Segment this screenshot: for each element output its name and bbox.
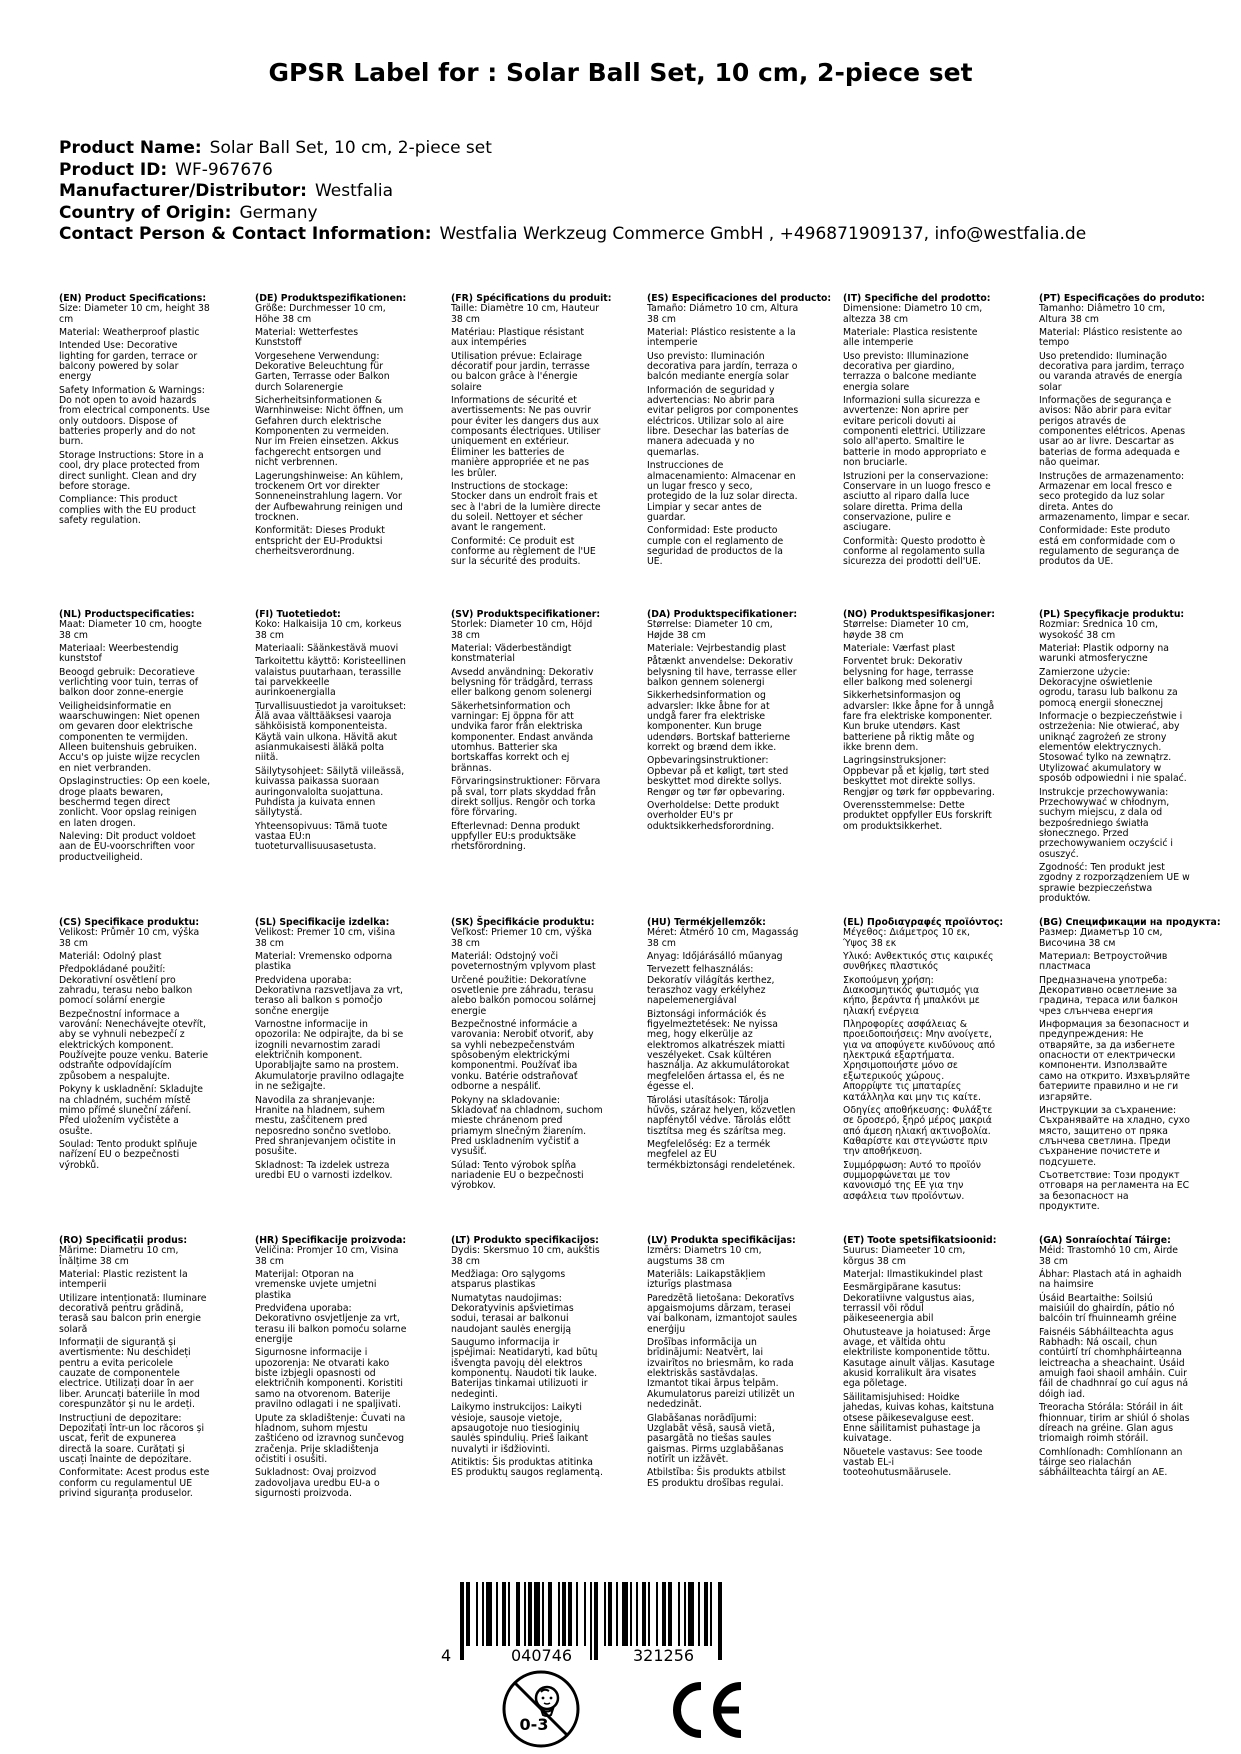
spec-paragraph: Säilitamisjuhised: Hoidke jahedas, kuivas kohas, kaitstuna otsese päikesevalguse eest. Enne säilitamist puhastage ja kuivatage. <box>843 1391 995 1445</box>
info-label: Product Name: <box>59 138 202 158</box>
barcode-bar <box>528 1582 532 1646</box>
spec-paragraph: Påtænkt anvendelse: Dekorativ belysning til have, terrasse eller balkon gennem solenergi <box>647 656 797 689</box>
spec-paragraph: Conformitate: Acest produs este conform cu regulamentul UE privind siguranța produselor. <box>59 1467 210 1499</box>
product-id-row <box>59 160 1086 182</box>
spec-block <box>1039 917 1221 1236</box>
barcode-bar <box>688 1582 694 1646</box>
spec-paragraph: Zgodność: Ten produkt jest zgodny z rozporządzeniem UE w sprawie bezpieczeństwa produktów. <box>1039 861 1190 904</box>
barcode-bar <box>508 1582 510 1646</box>
spec-paragraph: Predvidena uporaba: Dekorativna razsvetljava za vrt, teraso ali balkon s pomočjo sončne energije <box>255 974 403 1017</box>
spec-paragraph: Инструкции за съхранение: Съхранявайте на хладно, сухо място, защитено от пряка слънчева светлина. Преди съхранение почистете и подсушете. <box>1039 1104 1190 1168</box>
spec-block <box>255 918 407 1236</box>
barcode-group-1: 040746 <box>511 1646 573 1665</box>
spec-block <box>647 610 799 918</box>
spec-paragraph: Conformidade: Este produto está em conformidade com o regulamento de segurança de produtos da UE. <box>1039 525 1180 568</box>
spec-paragraph: Eesmärgipärane kasutus: Dekoratiivne valgustus aias, terrassil või rõdul päikeseenergia abil <box>843 1282 975 1325</box>
spec-paragraph: Säkerhetsinformation och varningar: Ej öppna för att undvika faror från elektriska komponenter. Endast använda utomhus. Batterier ska bortskaffas korrekt och ej brännas. <box>451 700 594 774</box>
spec-title: (BG) Спецификации на продукта: <box>1039 917 1221 928</box>
spec-paragraph: Conformidad: Este producto cumple con el reglamento de seguridad de productos de la UE. <box>647 525 784 568</box>
spec-title: (PL) Specyfikacje produktu: <box>1039 609 1185 620</box>
spec-paragraph: Ábhar: Plastach atá in aghaidh na haimsire <box>1039 1269 1182 1291</box>
spec-paragraph: Súlad: Tento výrobok spĺňa nariadenie EU o bezpečnosti výrobkov. <box>451 1159 584 1192</box>
spec-paragraph: Safety Information & Warnings: Do not open to avoid hazards from electrical components. Use only outdoors. Dispose of batteries properly and do not burn. <box>59 384 210 448</box>
barcode-bar <box>604 1582 606 1646</box>
spec-block <box>647 1236 799 1556</box>
barcode-bar <box>486 1582 492 1646</box>
barcode-bar <box>584 1582 586 1646</box>
info-label: Product ID: <box>59 159 168 180</box>
barcode-bar <box>668 1582 672 1646</box>
spec-paragraph: Taille: Diamètre 10 cm, Hauteur 38 cm <box>451 303 600 325</box>
barcode-bar <box>562 1582 566 1646</box>
spec-paragraph: Maat: Diameter 10 cm, hoogte 38 cm <box>59 619 202 641</box>
spec-row <box>59 1236 1239 1556</box>
spec-paragraph: Lagringsinstruksjoner: Oppbevar på et kjølig, tørt sted beskyttet mot direkte sollys. Rengjør og tørk før oppbevaring. <box>843 755 995 798</box>
info-value: Germany <box>239 202 318 223</box>
spec-grid <box>59 294 1239 1556</box>
spec-title: (FR) Spécifications du produit: <box>451 293 612 304</box>
spec-paragraph: Sicherheitsinformationen & Warnhinweise: Nicht öffnen, um Gefahren durch elektrische Komponenten zu vermeiden. Nur im Freien einsetzen. Akkus fachgerecht entsorgen und nicht verbrennen. <box>255 395 404 469</box>
age-label: 0-3 <box>519 1715 549 1734</box>
spec-row <box>59 918 1239 1236</box>
info-value: Westfalia <box>314 181 393 202</box>
spec-paragraph: Συμμόρφωση: Αυτό το προϊόν συμμορφώνεται με τον κανονισμό της ΕΕ για την ασφάλεια των προϊόντων. <box>843 1159 981 1202</box>
spec-paragraph: Naleving: Dit product voldoet aan de EU-voorschriften voor productveiligheid. <box>59 830 196 863</box>
spec-paragraph: Størrelse: Diameter 10 cm, Højde 38 cm <box>647 619 773 641</box>
spec-paragraph: Megfelelőség: Ez a termék megfelel az EU termékbiztonsági rendeletének. <box>647 1138 796 1171</box>
spec-block <box>843 610 995 918</box>
spec-paragraph: Tamanho: Diâmetro 10 cm, Altura 38 cm <box>1039 303 1166 325</box>
spec-paragraph: Съответствие: Този продукт отговаря на регламента на ЕС за безопасност на продуктите. <box>1039 1169 1190 1212</box>
spec-paragraph: Uso previsto: Illuminazione decorativa per giardino, terrazza o balcone mediante energia solare <box>843 350 977 393</box>
spec-title: (HR) Specifikacije proizvoda: <box>255 1235 407 1246</box>
spec-title: (DE) Produktspezifikationen: <box>255 293 407 304</box>
spec-paragraph: Lagerungshinweise: An kühlem, trockenem Ort vor direkter Sonneneinstrahlung lagern. Vor der Aufbewahrung reinigen und trocknen. <box>255 470 404 523</box>
spec-block <box>843 917 1004 1236</box>
spec-block <box>1039 293 1205 610</box>
spec-paragraph: Materiál: Odolný plast <box>59 951 162 963</box>
spec-paragraph: Materiál: Odstojný voči poveternostným vplyvom plast <box>451 951 596 973</box>
spec-paragraph: Yhteensopivuus: Tämä tuote vastaa EU:n tuoteturvallisuusasetusta. <box>255 820 388 853</box>
spec-paragraph: Materiale: Vejrbestandig plast <box>647 643 787 655</box>
spec-paragraph: Treoracha Stórála: Stóráil in áit fhionnuar, tirim ar shiúl ó sholas díreach na gréine. Glan agus triomaigh roimh stóráil. <box>1039 1402 1190 1445</box>
barcode-bar <box>576 1582 578 1646</box>
spec-paragraph: Veľkosť: Priemer 10 cm, výška 38 cm <box>451 927 592 949</box>
spec-title: (GA) Sonraíochtaí Táirge: <box>1039 1235 1171 1246</box>
spec-paragraph: Bezpečnostní informace a varování: Nenechávejte otevřít, aby se vyhnuli nebezpečí z elektrických komponent. Používejte pouze venku. Baterie odstraňte odpovídajícím způsobem a nespalujte. <box>59 1008 209 1082</box>
spec-paragraph: Material: Väderbeständigt konstmaterial <box>451 643 572 665</box>
spec-title: (LT) Produkto specifikacijos: <box>451 1235 599 1246</box>
spec-paragraph: Materiaali: Säänkestävä muovi <box>255 643 399 655</box>
spec-title: (SV) Produktspecifikationer: <box>451 609 601 620</box>
barcode-bar <box>616 1582 618 1646</box>
spec-block <box>255 610 407 918</box>
spec-paragraph: Instruções de armazenamento: Armazenar em local fresco e seco protegido da luz solar direta. Antes do armazenamento, limpar e secar. <box>1039 470 1190 523</box>
spec-paragraph: Rozmiar: Średnica 10 cm, wysokość 38 cm <box>1039 619 1158 641</box>
spec-block <box>451 610 603 918</box>
barcode-bar <box>698 1582 700 1646</box>
barcode-bar <box>516 1582 520 1646</box>
info-value: WF-967676 <box>175 159 273 180</box>
spec-paragraph: Размер: Диаметър 10 см, Височина 38 см <box>1039 927 1163 949</box>
spec-paragraph: Comhlíonadh: Comhlíonann an táirge seo rialachán sábháilteachta táirgí an AE. <box>1039 1446 1183 1479</box>
spec-paragraph: Istruzioni per la conservazione: Conservare in un luogo fresco e asciutto al riparo dalla luce solare diretta. Prima della conservazione, pulire e asciugare. <box>843 470 991 534</box>
spec-paragraph: Compliance: This product complies with the EU product safety regulation. <box>59 494 196 526</box>
spec-paragraph: Avsedd användning: Dekorativ belysning för trädgård, terrass eller balkong genom solenergi <box>451 666 594 699</box>
spec-paragraph: Материал: Ветроустойчив пластмаса <box>1039 951 1168 973</box>
barcode-bar <box>656 1582 658 1646</box>
country-row <box>59 203 1086 225</box>
spec-title: (FI) Tuotetiedot: <box>255 609 341 620</box>
spec-title: (ET) Toote spetsifikatsioonid: <box>843 1235 997 1246</box>
spec-paragraph: Materiaal: Weerbestendig kunststof <box>59 643 179 665</box>
info-label: Country of Origin: <box>59 202 232 223</box>
spec-paragraph: Soulad: Tento produkt splňuje nařízení EU o bezpečnosti výrobků. <box>59 1138 198 1171</box>
spec-paragraph: Instructions de stockage: Stocker dans un endroit frais et sec à l'abri de la lumière directe du soleil. Nettoyer et sécher avant le rangement. <box>451 480 601 534</box>
spec-block <box>647 918 799 1236</box>
spec-paragraph: Bezpečnostné informácie a varovania: Nerobiť otvoriť, aby sa vyhli nebezpečenstvám spôsobeným elektrickými komponentmi. Používať iba vonku. Batérie odstraňovať odborne a nespáliť. <box>451 1019 594 1093</box>
spec-paragraph: Izmērs: Diametrs 10 cm, augstums 38 cm <box>647 1245 762 1267</box>
barcode-bar <box>710 1582 712 1646</box>
spec-paragraph: Intended Use: Decorative lighting for garden, terrace or balcony powered by solar energy <box>59 340 198 383</box>
spec-paragraph: Úsáid Beartaithe: Soilsiú maisiúil do ghairdín, pátio nó balcóin trí fhuinneamh gréine <box>1039 1292 1177 1325</box>
spec-paragraph: Materjal: Ilmastikukindel plast <box>843 1269 983 1281</box>
ce-mark-icon <box>667 1678 745 1742</box>
spec-paragraph: Opslaginstructies: Op een koele, droge plaats bewaren, beschermd tegen direct zonlicht. Voor opslag reinigen en laten drogen. <box>59 776 211 829</box>
info-value: Solar Ball Set, 10 cm, 2-piece set <box>209 138 492 158</box>
spec-title: (HU) Termékjellemzők: <box>647 917 766 928</box>
spec-paragraph: Materiāls: Laikapstākļiem izturīgs plastmasa <box>647 1269 766 1291</box>
barcode-digit-left: 4 <box>441 1646 452 1665</box>
barcode-bar <box>718 1582 722 1660</box>
manufacturer-row <box>59 181 1086 203</box>
spec-paragraph: Mărime: Diametru 10 cm, Înălțime 38 cm <box>59 1245 179 1267</box>
spec-paragraph: Forventet bruk: Dekorativ belysning for hage, terrasse eller balkong med solenergi <box>843 656 974 689</box>
contact-row <box>59 224 1086 246</box>
barcode-bar <box>502 1582 506 1646</box>
spec-paragraph: Suurus: Diameeter 10 cm, kõrgus 38 cm <box>843 1245 966 1267</box>
spec-paragraph: Größe: Durchmesser 10 cm, Höhe 38 cm <box>255 303 386 325</box>
spec-paragraph: Sigurnosne informacije i upozorenja: Ne otvarati kako biste izbjegli opasnosti od električnih komponenti. Koristiti samo na otvorenom. Baterije pravilno odlagati i ne spaljivati. <box>255 1347 403 1411</box>
barcode-bar <box>460 1582 464 1660</box>
spec-paragraph: Instrucțiuni de depozitare: Depozitați într-un loc răcoros și uscat, ferit de expunerea directă la soare. Curățați și uscați înainte de depozitare. <box>59 1412 205 1465</box>
spec-paragraph: Materiale: Plastica resistente alle intemperie <box>843 327 978 349</box>
spec-block <box>451 918 603 1236</box>
spec-paragraph: Overholdelse: Dette produkt overholder EU's pr oduktsikkerhedsforordning. <box>647 799 780 832</box>
spec-paragraph: Velikost: Průměr 10 cm, výška 38 cm <box>59 927 200 949</box>
barcode-bar <box>548 1582 552 1646</box>
barcode-bar <box>662 1582 666 1646</box>
barcode-bar <box>476 1582 478 1646</box>
barcode-bar <box>568 1582 572 1646</box>
spec-paragraph: Pokyny na skladovanie: Skladovať na chladnom, suchom mieste chránenom pred priamym slnečným žiarením. Pred uskladnením vyčistiť a vysušiť. <box>451 1094 603 1158</box>
spec-paragraph: Instrucciones de almacenamiento: Almacenar en un lugar fresco y seco, protegido de la luz solar directa. Limpiar y secar antes de guardar. <box>647 460 798 523</box>
spec-paragraph: Sikkerhetsinformasjon og advarsler: Ikke åpne for å unngå fare fra elektriske komponenter. Kun bruke utendørs. Kast batteriene på riktig måte og ikke brenn dem. <box>843 690 995 754</box>
spec-title: (NO) Produktspesifikasjoner: <box>843 609 996 620</box>
info-label: Contact Person & Contact Information: <box>59 224 432 245</box>
spec-paragraph: Sukladnost: Ovaj proizvod zadovoljava uredbu EU-a o sigurnosti proizvoda. <box>255 1467 380 1499</box>
spec-paragraph: Storage Instructions: Store in a cool, dry place protected from direct sunlight. Clean and dry before storage. <box>59 449 204 492</box>
spec-block <box>647 293 832 610</box>
spec-paragraph: Určené použitie: Dekoratívne osvetlenie pre záhradu, terasu alebo balkón pomocou solárnej energie <box>451 974 596 1017</box>
spec-title: (LV) Produkta specifikācijas: <box>647 1235 796 1246</box>
page-title: GPSR Label for : Solar Ball Set, 10 cm, 2-piece set <box>268 58 973 87</box>
spec-paragraph: Οδηγίες αποθήκευσης: Φυλάξτε σε δροσερό, ξηρό μέρος μακριά από άμεση ηλιακή ακτινοβολία. Καθαρίστε και στεγνώστε πριν την αποθήκευση. <box>843 1104 993 1158</box>
spec-paragraph: Numatytas naudojimas: Dekoratyvinis apšvietimas sodui, terasai ar balkonui naudojant saulės energiją <box>451 1292 574 1335</box>
spec-paragraph: Predviđena uporaba: Dekorativno osvjetljenje za vrt, terasu ili balkon pomoću solarne energije <box>255 1303 407 1346</box>
spec-paragraph: Atbilstība: Šis produkts atbilst ES produktu drošības regulai. <box>647 1467 786 1489</box>
spec-block <box>59 610 211 918</box>
spec-paragraph: Saugumo informacija ir įspėjimai: Neatidaryti, kad būtų išvengta pavojų dėl elektros komponentų. Naudoti tik lauke. Baterijas tinkamai utilizuoti ir nedeginti. <box>451 1337 598 1400</box>
spec-paragraph: Информация за безопасност и предупреждения: Не отваряйте, за да избегнете опасности от електрически компоненти. Използвайте само на открито. Изхвърляйте батериите правилно и не ги изгаряйте. <box>1039 1019 1190 1103</box>
spec-paragraph: Materijal: Otporan na vremenske uvjete umjetni plastika <box>255 1269 377 1301</box>
spec-paragraph: Zamierzone użycie: Dekoracyjne oświetlenie ogrodu, tarasu lub balkonu za pomocą energii słonecznej <box>1039 666 1178 709</box>
barcode-bar <box>524 1582 526 1646</box>
spec-paragraph: Glabāšanas norādījumi: Uzglabāt vēsā, sausā vietā, pasargātā no tiešas saules gaismas. Pirms uzglabāšanas notīrīt un izžāvēt. <box>647 1412 784 1465</box>
spec-paragraph: Efterlevnad: Denna produkt uppfyller EU:s produktsäke rhetsförordning. <box>451 820 580 853</box>
spec-block <box>843 1236 995 1556</box>
spec-paragraph: Material: Plastic rezistent la intemperii <box>59 1269 188 1291</box>
spec-paragraph: Material: Weatherproof plastic <box>59 327 200 339</box>
spec-block <box>1039 610 1191 918</box>
spec-paragraph: Veličina: Promjer 10 cm, Visina 38 cm <box>255 1245 399 1267</box>
spec-paragraph: Sikkerhedsinformation og advarsler: Ikke åbne for at undgå farer fra elektriske komponenter. Kun bruge udendørs. Bortskaf batterierne korrekt og brænd dem ikke. <box>647 690 791 754</box>
barcode-bar <box>642 1582 646 1646</box>
spec-title: (DA) Produktspecifikationer: <box>647 609 798 620</box>
spec-paragraph: Material: Wetterfestes Kunststoff <box>255 327 359 349</box>
spec-block <box>59 918 211 1236</box>
spec-paragraph: Informations de sécurité et avertissements: Ne pas ouvrir pour éviter les dangers dus aux composants électriques. Utiliser uniquement en extérieur. Éliminer les batteries de manière appropriée et ne pas les brûler. <box>451 395 601 479</box>
spec-paragraph: Størrelse: Diameter 10 cm, høyde 38 cm <box>843 619 969 641</box>
spec-paragraph: Dimensione: Diametro 10 cm, altezza 38 cm <box>843 303 983 325</box>
spec-paragraph: Tervezett felhasználás: Dekoratív világítás kerthez, teraszhoz vagy erkélyhez napelemenergiával <box>647 964 775 1007</box>
spec-paragraph: Materiał: Plastik odporny na warunki atmosferyczne <box>1039 643 1169 665</box>
spec-paragraph: Conformità: Questo prodotto è conforme al regolamento sulla sicurezza dei prodotti dell'UE. <box>843 535 986 568</box>
spec-paragraph: Предназначена употреба: Декоративно осветление за градина, тераса или балкон чрез слънчева енергия <box>1039 974 1178 1017</box>
spec-block <box>451 1236 603 1556</box>
spec-block <box>255 1236 407 1556</box>
barcode-bar <box>622 1582 628 1646</box>
compliance-symbols <box>501 1669 751 1749</box>
spec-paragraph: Informații de siguranță și avertismente: Nu deschideți pentru a evita pericolele cauzate de componentele electrice. Utilizați doar în aer liber. Aruncați bateriile în mod corespunzător și nu le ardeți. <box>59 1337 200 1411</box>
spec-paragraph: Uso previsto: Iluminación decorativa para jardín, terraza o balcón mediante energía solar <box>647 350 798 383</box>
spec-paragraph: Informações de segurança e avisos: Não abrir para evitar perigos através de componentes elétricos. Apenas usar ao ar livre. Descartar as baterias de forma adequada e não queimar. <box>1039 395 1186 469</box>
spec-paragraph: Υλικό: Ανθεκτικός στις καιρικές συνθήκες πλαστικός <box>843 951 994 973</box>
spec-paragraph: Vorgesehene Verwendung: Dekorative Beleuchtung für Garten, Terrasse oder Balkon durch Solarenergie <box>255 350 390 393</box>
spec-paragraph: Varnostne informacije in opozorila: Ne odpirajte, da bi se izognili nevarnostim zaradi električnih komponent. Uporabljajte samo na prostem. Akumulatorje pravilno odlagajte in ne sežigajte. <box>255 1019 405 1093</box>
product-name-row <box>59 138 1086 160</box>
barcode <box>441 1582 723 1674</box>
spec-paragraph: Förvaringsinstruktioner: Förvara på sval, torr plats skyddad från direkt solljus. Rengör och torka före förvaring. <box>451 776 601 819</box>
age-0-3-warning-icon <box>501 1669 583 1751</box>
spec-paragraph: Σκοπούμενη χρήση: Διακοσμητικός φωτισμός για κήπο, βεράντα ή μπαλκόνι με ηλιακή ενέργεια <box>843 974 980 1017</box>
barcode-group-2: 321256 <box>633 1646 695 1665</box>
spec-title: (EL) Προδιαγραφές προϊόντος: <box>843 917 1004 928</box>
spec-paragraph: Tamaño: Diámetro 10 cm, Altura 38 cm <box>647 303 799 325</box>
spec-title: (SL) Specifikacije izdelka: <box>255 917 390 928</box>
spec-paragraph: Säilytysohjeet: Säilytä viileässä, kuivassa paikassa suoraan auringonvalolta suojattuna. Puhdista ja kuivata ennen säilytystä. <box>255 765 405 819</box>
spec-paragraph: Tárolási utasítások: Tárolja hűvös, száraz helyen, közvetlen napfénytől védve. Tárolás előtt tisztítsa meg és szárítsa meg. <box>647 1094 796 1137</box>
spec-block <box>59 294 211 610</box>
spec-paragraph: Utilisation prévue: Eclairage décoratif pour jardin, terrasse ou balcon grâce à l'énergie solaire <box>451 350 590 393</box>
spec-paragraph: Matériau: Plastique résistant aux intempéries <box>451 327 585 349</box>
spec-row <box>59 610 1239 918</box>
spec-paragraph: Size: Diameter 10 cm, height 38 cm <box>59 303 210 325</box>
spec-paragraph: Drošības informācija un brīdinājumi: Neatvērt, lai izvairītos no briesmām, ko rada elektriskās sastāvdaļas. Izmantot tikai ārpus telpām. Akumulatorus pareizi utilizēt un nededzināt. <box>647 1337 795 1411</box>
spec-paragraph: Anyag: Időjárásálló műanyag <box>647 951 783 963</box>
spec-paragraph: Skladnost: Ta izdelek ustreza uredbi EU o varnosti izdelkov. <box>255 1159 393 1181</box>
spec-paragraph: Biztonsági információk és figyelmeztetések: Ne nyissa meg, hogy elkerülje az elektromos alkatrészek miatti veszélyeket. Csak kültéren használja. Az akkumulátorokat megfelelően ártassa el, és ne égesse el. <box>647 1008 790 1093</box>
barcode-bar <box>466 1582 470 1646</box>
barcode-bar <box>704 1582 708 1646</box>
spec-block <box>1039 1236 1191 1556</box>
spec-paragraph: Koko: Halkaisija 10 cm, korkeus 38 cm <box>255 619 402 641</box>
spec-paragraph: Ohutusteave ja hoiatused: Ärge avage, et vältida ohtu elektriliste komponentide tõttu. Kasutage ainult väljas. Kasutage akusid korralikult ära visates ega põletage. <box>843 1326 995 1390</box>
spec-title: (NL) Productspecificaties: <box>59 609 195 620</box>
spec-paragraph: Opbevaringsinstruktioner: Opbevar på et køligt, tørt sted beskyttet mod direkte sollys. Rengør og tør før opbevaring. <box>647 755 789 798</box>
barcode-bar <box>608 1582 612 1646</box>
spec-paragraph: Turvallisuustiedot ja varoitukset: Älä avaa välttääksesi vaaroja sähköisistä komponenteista. Käytä vain ulkona. Hävitä akut asianmukaisesti äläkä polta niitä. <box>255 700 407 764</box>
spec-paragraph: Informacje o bezpieczeństwie i ostrzeżenia: Nie otwierać, aby uniknąć zagrożeń ze strony elementów elektrycznych. Stosować tylko na zewnątrz. Utylizować akumulatory w sposób odpowiedni i nie spalać. <box>1039 711 1187 785</box>
spec-paragraph: Utilizare intenționată: Iluminare decorativă pentru grădină, terasă sau balcon prin energie solară <box>59 1292 207 1335</box>
spec-title: (IT) Specifiche del prodotto: <box>843 293 991 304</box>
barcode-bar <box>630 1582 632 1646</box>
barcode-bar <box>542 1582 544 1646</box>
spec-block <box>451 293 612 610</box>
spec-paragraph: Předpokládané použití: Dekorativní osvětlení pro zahradu, terasu nebo balkon pomocí solární energie <box>59 964 193 1007</box>
spec-paragraph: Información de seguridad y advertencias: No abrir para evitar peligros por componentes eléctricos. Utilizar solo al aire libre. Desechar las baterías de manera adecuada y no quemarlas. <box>647 384 799 458</box>
barcode-bar <box>590 1582 592 1660</box>
spec-paragraph: Konformität: Dieses Produkt entspricht der EU-Produktsi cherheitsverordnung. <box>255 525 385 557</box>
barcode-bar <box>558 1582 560 1646</box>
spec-block <box>59 1236 211 1556</box>
spec-paragraph: Dydis: Skersmuo 10 cm, aukštis 38 cm <box>451 1245 600 1267</box>
spec-paragraph: Material: Vremensko odporna plastika <box>255 951 393 973</box>
spec-title: (CS) Specifikace produktu: <box>59 917 200 928</box>
spec-paragraph: Uso pretendido: Iluminação decorativa para jardim, terraço ou varanda através de energia solar <box>1039 350 1185 393</box>
spec-title: (PT) Especificações do produto: <box>1039 293 1205 304</box>
spec-paragraph: Veiligheidsinformatie en waarschuwingen: Niet openen om gevaren door elektrische componenten te vermijden. Alleen buitenshuis gebruiken. Accu's op juiste wijze recyclen en niet verbranden. <box>59 700 201 774</box>
barcode-bar <box>678 1582 680 1646</box>
spec-paragraph: Atitiktis: Šis produktas atitinka ES produktų saugos reglamentą. <box>451 1456 603 1479</box>
spec-paragraph: Informazioni sulla sicurezza e avvertenze: Non aprire per evitare pericoli dovuti ai componenti elettrici. Utilizzare solo all'aperto. Smaltire le batterie in modo appropriato e non bruciarle. <box>843 395 987 469</box>
spec-paragraph: Instrukcje przechowywania: Przechowywać w chłodnym, suchym miejscu, z dala od bezpośredniego światła słonecznego. Przed przechowywaniem oczyścić i osuszyć. <box>1039 786 1173 860</box>
spec-title: (ES) Especificaciones del producto: <box>647 293 832 304</box>
spec-paragraph: Nõuetele vastavus: See toode vastab EL-i tooteohutusmäärusele. <box>843 1446 983 1479</box>
barcode-bar <box>648 1582 650 1646</box>
barcode-bar <box>534 1582 540 1646</box>
spec-paragraph: Velikost: Premer 10 cm, višina 38 cm <box>255 927 396 949</box>
spec-paragraph: Paredzētā lietošana: Dekoratīvs apgaismojums dārzam, terasei vai balkonam, izmantojot saules enerģiju <box>647 1292 798 1335</box>
spec-paragraph: Material: Plástico resistente a la intemperie <box>647 327 796 349</box>
spec-paragraph: Material: Plástico resistente ao tempo <box>1039 327 1183 349</box>
spec-block <box>255 294 407 610</box>
spec-paragraph: Materiale: Værfast plast <box>843 643 955 655</box>
spec-paragraph: Tarkoitettu käyttö: Koristeellinen valaistus puutarhaan, terassille tai parvekkeelle aurinkoenergialla <box>255 656 406 699</box>
barcode-bar <box>684 1582 686 1646</box>
info-value: Westfalia Werkzeug Commerce GmbH , +496871909137, info@westfalia.de <box>439 224 1087 245</box>
spec-paragraph: Laikymo instrukcijos: Laikyti vėsioje, sausoje vietoje, apsaugotoje nuo tiesioginių saulės spindulių. Prieš laikant nuvalyti ir išdžiovinti. <box>451 1402 589 1455</box>
spec-paragraph: Conformité: Ce produit est conforme au règlement de l'UE sur la sécurité des produits. <box>451 535 596 568</box>
spec-paragraph: Méret: Átmérő 10 cm, Magasság 38 cm <box>647 927 799 949</box>
spec-paragraph: Beoogd gebruik: Decoratieve verlichting voor tuin, terras of balkon door zonne-energie <box>59 666 199 699</box>
spec-paragraph: Πληροφορίες ασφάλειας & προειδοποιήσεις: Μην ανοίγετε, για να αποφύγετε κινδύνους από ηλεκτρικά εξαρτήματα. Χρησιμοποιήστε μόνο σε εξωτερικούς χώρους. Απορρίψτε τις μπαταρίες κατάλληλα και μην τις καίτε. <box>843 1019 996 1103</box>
barcode-bar <box>594 1582 598 1660</box>
spec-paragraph: Faisnéis Sábháilteachta agus Rabhadh: Ná oscail, chun contúirtí trí chomhpháirteanna leictreacha a sheachaint. Úsáid amuigh faoi shaoil amháin. Cuir fáil de chadhnraí go cuí agus ná dóigh iad. <box>1039 1326 1189 1400</box>
barcode-bar <box>496 1582 498 1646</box>
barcode-bar <box>482 1582 484 1646</box>
spec-block <box>843 294 995 610</box>
spec-paragraph: Overensstemmelse: Dette produktet oppfyller EUs forskrift om produktsikkerhet. <box>843 799 992 832</box>
spec-paragraph: Storlek: Diameter 10 cm, Höjd 38 cm <box>451 619 593 641</box>
spec-paragraph: Μέγεθος: Διάμετρος 10 εκ, Ύψος 38 εκ <box>843 927 970 949</box>
spec-paragraph: Pokyny k uskladnění: Skladujte na chladném, suchém místě mimo přímé sluneční záření. Před uložením vyčistěte a osušte. <box>59 1084 203 1137</box>
spec-paragraph: Méid: Trastomhó 10 cm, Airde 38 cm <box>1039 1245 1178 1267</box>
spec-paragraph: Medžiaga: Oro sąlygoms atsparus plastikas <box>451 1269 566 1291</box>
spec-title: (EN) Product Specifications: <box>59 293 207 304</box>
barcode-bar <box>636 1582 638 1646</box>
spec-title: (RO) Specificații produs: <box>59 1235 188 1246</box>
spec-title: (SK) Špecifikácie produktu: <box>451 917 595 928</box>
spec-paragraph: Navodila za shranjevanje: Hranite na hladnem, suhem mestu, zaščitenem pred neposredno sončno svetlobo. Pred shranjevanjem očistite in posušite. <box>255 1094 396 1158</box>
info-label: Manufacturer/Distributor: <box>59 181 307 202</box>
spec-paragraph: Upute za skladištenje: Čuvati na hladnom, suhom mjestu zaštićeno od izravnog sunčevog zračenja. Prije skladištenja očistiti i osušiti. <box>255 1412 406 1465</box>
product-info <box>59 138 1086 246</box>
spec-row <box>59 294 1239 610</box>
